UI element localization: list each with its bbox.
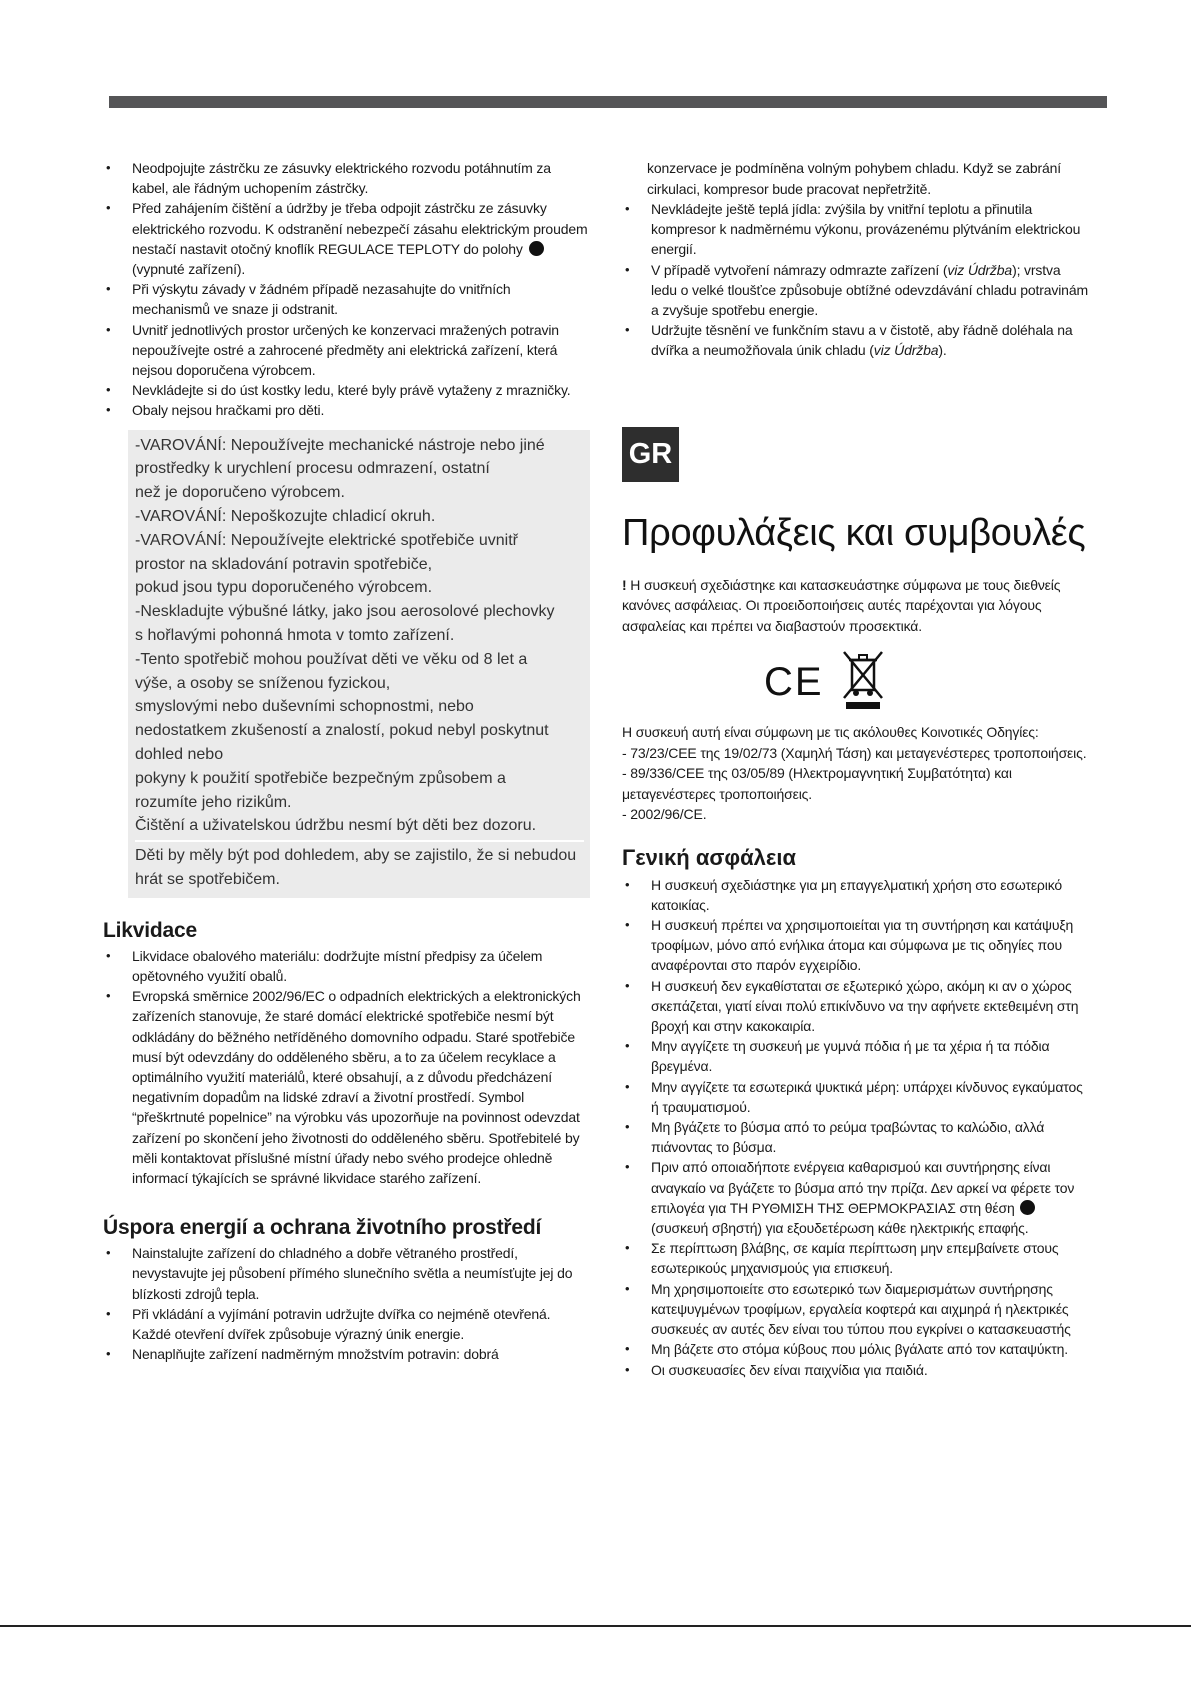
right-column: [622, 158, 1090, 1380]
warning-line: -VAROVÁNÍ: Nepoužívejte elektrické spotřebiče uvnitř: [135, 531, 518, 549]
directives-block: [622, 722, 1090, 825]
warning-line: -Tento spotřebič mohou používat děti ve věku od 8 let a: [135, 650, 528, 668]
list-item: • Η συσκευή πρέπει να χρησιμοποιείται για τη συντήρηση και κατάψυξη τροφίμων, μόνο από ενήλικα άτομα και σύμφωνα με τις οδηγίες που αναφέρονται στο παρόν εγχειρίδιο.: [622, 915, 1090, 976]
list-item: • Při vkládání a vyjímání potravin udržujte dvířka co nejméně otevřená. Každé otevření dvířek způsobuje výrazný únik energie.: [103, 1304, 590, 1344]
warning-line: pokyny k použití spotřebiče bezpečným způsobem a: [135, 769, 506, 787]
directive-line: - 89/336/CEE της 03/05/89 (Ηλεκτρομαγνητική Συμβατότητα) και μεταγενέστερες τροποποιήσεις.: [622, 765, 1012, 802]
list-item: • Uvnitř jednotlivých prostor určených ke konzervaci mražených potravin nepoužívejte ostré a zahrocené předměty ani elektrická zařízení, která nejsou doporučena výrobcem.: [103, 320, 590, 381]
crossed-bin-icon: [840, 650, 886, 710]
warning-line: rozumíte jeho rizikům.: [135, 793, 292, 811]
list-item: • Μην αγγίζετε τη συσκευή με γυμνά πόδια ή με τα χέρια ή τα πόδια βρεγμένα.: [622, 1036, 1090, 1076]
section-title-disposal: Likvidace: [103, 918, 197, 942]
list-item: • Μην αγγίζετε τα εσωτερικά ψυκτικά μέρη: υπάρχει κίνδυνος εγκαύματος ή τραυματισμού.: [622, 1077, 1090, 1117]
safety-list-gr: [622, 875, 1090, 1380]
warning-line: výše, a osoby se sníženou fyzickou,: [135, 674, 391, 692]
list-item: • Evropská směrnice 2002/96/EC o odpadních elektrických a elektronických zařízeních stanovuje, že staré domácí elektrické spotřebiče nesmí být odkládány do běžného netříděného domovního odpadu. Staré spotřebiče musí být odevzdány do odděleného sběru, a to za účelem recyklace a optimálního využití materiálů, které obsahují, a z důvodu předcházení negativním dopadům na lidské zdraví a životní prostředí. Symbol “přeškrtnuté popelnice” na výrobku vás upozorňuje na povinnost odevzdat zařízení po skončení jeho životnosti do odděleného sběru. Spotřebitelé by měli kontaktovat příslušné místní úřady nebo svého prodejce ohledně informací týkajících se správné likvidace starého zařízení.: [103, 986, 590, 1188]
warning-box: [128, 430, 590, 898]
list-item: • Neodpojujte zástrčku ze zásuvky elektrického rozvodu potáhnutím za kabel, ale řádným uchopením zástrčky.: [103, 158, 590, 198]
warning-line: než je doporučeno výrobcem.: [135, 484, 345, 502]
list-item: • Μη βάζετε στο στόμα κύβους που μόλις βγάλατε από τον καταψύκτη.: [622, 1339, 1090, 1359]
warning-line: -VAROVÁNÍ: Nepoužívejte mechanické nástroje nebo jiné: [135, 436, 545, 454]
directive-line: - 73/23/CEE της 19/02/73 (Χαμηλή Τάση) και μεταγενέστερες τροποποιήσεις.: [622, 744, 1087, 761]
page-title: Προφυλάξεις και συμβουλές: [622, 511, 1086, 554]
off-position-icon: [529, 241, 544, 256]
disposal-list: [103, 946, 590, 1188]
list-item: • Σε περίπτωση βλάβης, σε καμία περίπτωση μην επεμβαίνετε στους εσωτερικούς μηχανισμούς για επισκευή.: [622, 1238, 1090, 1278]
warning-line: s hořlavými pohonná hmota v tomto zařízení.: [135, 627, 455, 645]
intro-text: ! Η συσκευή σχεδιάστηκε και κατασκευάστηκε σύμφωνα με τους διεθνείς κανόνες ασφάλειας. Οι προειδοποιήσεις αυτές παρέχονται για λόγους ασφαλείας και πρέπει να διαβαστούν προσεκτικά.: [622, 576, 1061, 634]
list-item: • Nevkládejte si do úst kostky ledu, které byly právě vytaženy z mrazničky.: [103, 380, 590, 400]
warning-line: pokud jsou typu doporučeného výrobcem.: [135, 579, 433, 597]
list-item: • Při výskytu závady v žádném případě nezasahujte do vnitřních mechanismů ve snaze ji odstranit.: [103, 279, 590, 319]
list-item: • Μη χρησιμοποιείτε στο εσωτερικό των διαμερισμάτων συντήρησης κατεψυγμένων τροφίμων, εργαλεία κοφτερά και αιχμηρά ή ηλεκτρικές συσκευές αν αυτές δεν είναι του τύπου που εγκρίνει ο κατασκευαστής: [622, 1279, 1090, 1340]
warning-tail: Děti by měly být pod dohledem, aby se zajistilo, že si nebudou hrát se spotřebičem.: [135, 840, 584, 892]
list-item: • Před zahájením čištění a údržby je třeba odpojit zástrčku ze zásuvky elektrického rozvodu. K odstranění nebezpečí zásahu elektrickým proudem nestačí nastavit otočný knoflík REGULACE TEPLOTY do polohy (vypnuté zařízení).: [103, 198, 590, 279]
warning-line: -VAROVÁNÍ: Nepoškozujte chladicí okruh.: [135, 508, 436, 526]
footer-rule: [0, 1625, 1191, 1627]
list-item: • Η συσκευή σχεδιάστηκε για μη επαγγελματική χρήση στο εσωτερικό κατοικίας.: [622, 875, 1090, 915]
list-item: • Πριν από οποιαδήποτε ενέργεια καθαρισμού και συντήρησης είναι αναγκαίο να βγάζετε το βύσμα από την πρίζα. Δεν αρκεί να φέρετε τον επιλογέα για ΤΗ ΡΥΘΜΙΣΗ ΤΗΣ ΘΕΡΜΟΚΡΑΣΙΑΣ στη θέση (συσκευή σβηστή) για εξουδετέρωση κάθε ηλεκτρικής επαφής.: [622, 1157, 1090, 1238]
list-item: • Μη βγάζετε το βύσμα από το ρεύμα τραβώντας το καλώδιο, αλλά πιάνοντας το βύσμα.: [622, 1117, 1090, 1157]
warning-line: prostor na skladování potravin spotřebiče,: [135, 555, 433, 573]
warning-line: smyslovými nebo duševními schopnostmi, nebo: [135, 698, 474, 716]
warning-line: dohled nebo: [135, 746, 224, 763]
list-item: • Likvidace obalového materiálu: dodržujte místní předpisy za účelem opětovného využití obalů.: [103, 946, 590, 986]
safety-list-cz: [103, 158, 590, 421]
continued-text: konzervace je podmíněna volným pohybem chladu. Když se zabrání cirkulaci, kompresor bude pracovat nepřetržitě.: [647, 160, 1062, 197]
energy-list: [103, 1243, 590, 1364]
left-column: [103, 158, 590, 1364]
list-item: • Η συσκευή δεν εγκαθίσταται σε εξωτερικό χώρο, ακόμη κι αν ο χώρος σκεπάζεται, γιατί είναι πολύ επικίνδυνο να την αφήνετε εκτεθειμένη στη βροχή και στην κακοκαιρία.: [622, 976, 1090, 1037]
energy-list-continued: [622, 199, 1090, 361]
section-title-safety: Γενική ασφάλεια: [622, 844, 796, 870]
warning-line: -Neskladujte výbušné látky, jako jsou aerosolové plechovky: [135, 603, 555, 621]
certification-marks: [622, 650, 1090, 714]
warning-line: prostředky k urychlení procesu odmrazení, ostatní: [135, 460, 490, 478]
header-rule: [109, 96, 1107, 108]
ce-mark-icon: CE: [764, 660, 824, 705]
list-item: • Udržujte těsnění ve funkčním stavu a v čistotě, aby řádně doléhala na dvířka a neumožňovala únik chladu (viz Údržba).: [622, 320, 1090, 360]
list-item: • Nainstalujte zařízení do chladného a dobře větraného prostředí, nevystavujte jej působení přímého slunečního světla a neumísťujte jej do blízkosti zdrojů tepla.: [103, 1243, 590, 1304]
warning-line: Čištění a uživatelskou údržbu nesmí být děti bez dozoru.: [135, 817, 537, 835]
warning-line: nedostatkem zkušeností a znalostí, pokud nebyl poskytnut: [135, 722, 549, 740]
list-item: • Nenaplňujte zařízení nadměrným množstvím potravin: dobrá: [103, 1344, 590, 1364]
list-item: • Οι συσκευασίες δεν είναι παιχνίδια για παιδιά.: [622, 1360, 1090, 1380]
off-position-icon: [1020, 1200, 1035, 1215]
list-item: • V případě vytvoření námrazy odmrazte zařízení (viz Údržba); vrstva ledu o velké tloušťce způsobuje obtížné odevzdávání chladu potravinám a zvyšuje spotřebu energie.: [622, 260, 1090, 321]
language-badge: GR: [622, 427, 679, 482]
list-item: • Obaly nejsou hračkami pro děti.: [103, 400, 590, 420]
directive-line: Η συσκευή αυτή είναι σύμφωνη με τις ακόλουθες Κοινοτικές Οδηγίες:: [622, 724, 1039, 741]
section-title-energy: Úspora energií a ochrana životního prostředí: [103, 1216, 542, 1240]
directive-line: - 2002/96/CE.: [622, 806, 707, 823]
list-item: • Nevkládejte ještě teplá jídla: zvýšila by vnitřní teplotu a přinutila kompresor k nadměrnému výkonu, provázenému plýtváním elektrickou energií.: [622, 199, 1090, 260]
